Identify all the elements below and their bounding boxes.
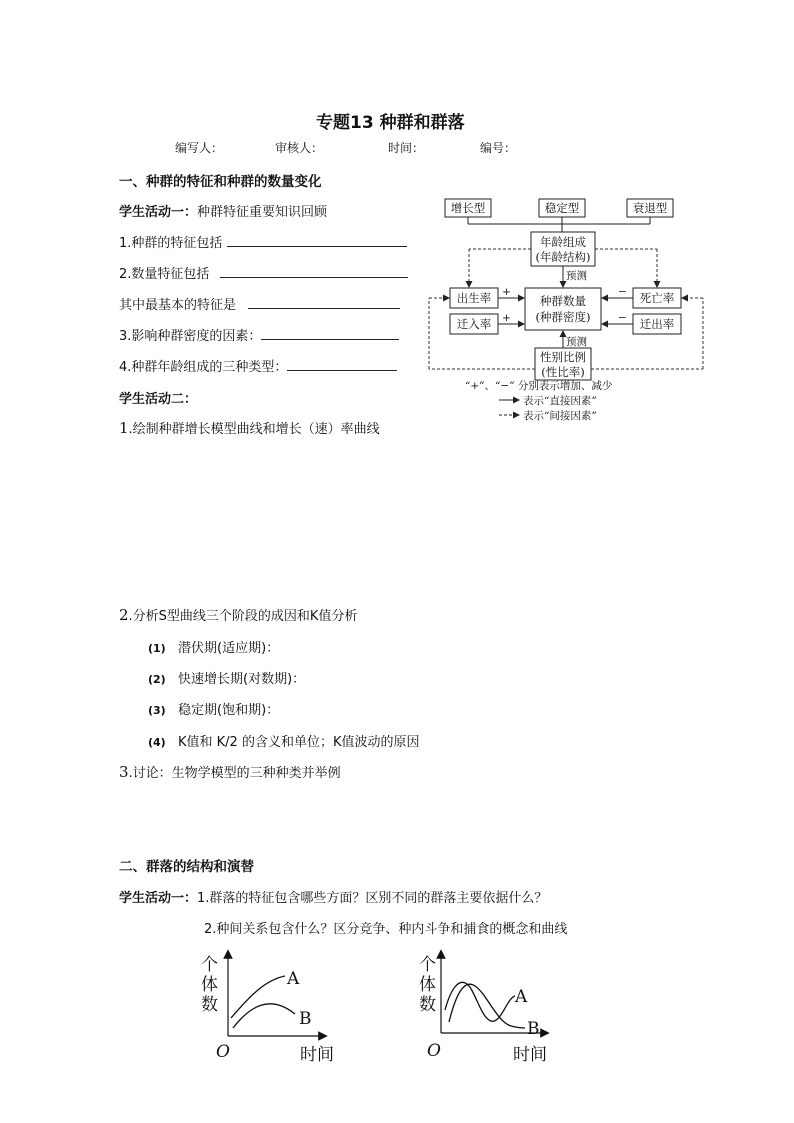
curve-a-label: A: [287, 969, 300, 989]
curve-b-label: B: [299, 1009, 312, 1029]
task-2-number: 2: [119, 606, 129, 624]
number-label: 编号：: [480, 141, 517, 155]
sub-item-1-number: (1): [148, 642, 166, 655]
curve-b-label-b: B: [527, 1019, 540, 1039]
sub-item-1: [148, 637, 279, 656]
question-1: [119, 232, 407, 251]
plus-sign-1: +: [502, 286, 511, 298]
y-label-char-1: 个: [201, 955, 218, 975]
question-2-text: 2.数量特征包括: [119, 267, 210, 282]
minus-sign-1: −: [618, 286, 627, 298]
sub-item-4-text: K值和 K/2 的含义和单位；K值波动的原因: [178, 735, 420, 750]
sub-item-2: [148, 668, 305, 687]
question-3: [119, 325, 399, 344]
origin-label-b: O: [427, 1041, 441, 1061]
page-title: 专题13 种群和群落: [316, 113, 465, 133]
task-3: [119, 762, 341, 781]
writer-label: 编写人：: [175, 141, 224, 155]
task-1-text: .绘制种群增长模型曲线和增长（速）率曲线: [128, 422, 380, 437]
question-4-text: 4.种群年龄组成的三种类型：: [119, 360, 288, 375]
sub-item-1-text: 潜伏期(适应期)：: [178, 641, 280, 656]
predict-top-label: 预测: [566, 270, 587, 282]
y-label-char-1-b: 个: [419, 955, 436, 975]
question-2b-text: 其中最基本的特征是: [119, 298, 237, 313]
y-label-char-3-b: 数: [419, 995, 436, 1015]
competition-graph: [195, 948, 345, 1068]
predation-graph: [415, 948, 565, 1068]
population-size-label-1: 种群数量: [540, 294, 586, 308]
legend-indirect: 表示“间接因素”: [523, 410, 597, 422]
section2-activity1: [119, 887, 547, 906]
question-3-text: 3.影响种群密度的因素：: [119, 329, 262, 344]
curve-a: [231, 976, 285, 1018]
activity1-text: 种群特征重要知识回顾: [197, 205, 328, 220]
question-2b: [119, 294, 400, 313]
type-growing-label: 增长型: [450, 201, 486, 215]
sub-item-4: [148, 731, 420, 750]
sub-item-3: [148, 699, 279, 718]
plus-sign-2: +: [502, 312, 511, 324]
legend-signs: “+”、“−” 分别表示增加、减少: [465, 380, 613, 392]
curve-b-predation: [449, 984, 525, 1028]
answer-blank-2b[interactable]: [248, 296, 400, 309]
curve-a-label-b: A: [515, 987, 528, 1007]
section2-heading: 二、群落的结构和演替: [119, 859, 254, 875]
immigration-rate-label: 迁入率: [456, 317, 492, 331]
sex-ratio-label-1: 性别比例: [540, 350, 586, 364]
x-axis-label-b: 时间: [513, 1045, 547, 1065]
age-structure-label-1: 年龄组成: [540, 235, 586, 249]
time-label: 时间：: [388, 141, 425, 155]
age-structure-label-2: (年龄结构): [535, 250, 591, 264]
sub-item-3-text: 稳定期(饱和期)：: [178, 703, 280, 718]
answer-blank-1[interactable]: [227, 234, 407, 247]
task-1: [119, 418, 380, 437]
question-1-text: 1.种群的特征包括: [119, 236, 223, 251]
minus-sign-2: −: [618, 312, 627, 324]
answer-blank-3[interactable]: [261, 327, 399, 340]
curve-b: [233, 1004, 295, 1028]
question-4: [119, 356, 397, 375]
task-1-number: 1: [119, 419, 129, 437]
task-3-text: .讨论：生物学模型的三种种类并举例: [128, 766, 341, 781]
task-2-text: .分析S型曲线三个阶段的成因和K值分析: [128, 609, 358, 624]
activity1-line: [119, 201, 327, 220]
predict-bottom-label: 预测: [566, 336, 587, 348]
type-declining-label: 衰退型: [632, 201, 668, 215]
y-label-char-2: 体: [201, 975, 218, 995]
sub-item-3-number: (3): [148, 704, 166, 717]
reviewer-label: 审核人：: [275, 141, 324, 155]
section1-heading: 一、种群的特征和种群的数量变化: [119, 174, 322, 190]
activity1-label: 学生活动一：: [119, 205, 198, 220]
section2-question-1: 1.群落的特征包含哪些方面？区别不同的群落主要依据什么？: [197, 891, 548, 906]
x-axis-label: 时间: [300, 1045, 334, 1065]
task-2: [119, 605, 357, 624]
death-rate-label: 死亡率: [639, 291, 675, 305]
emigration-rate-label: 迁出率: [639, 317, 675, 331]
answer-blank-2[interactable]: [220, 265, 408, 278]
sub-item-2-number: (2): [148, 673, 166, 686]
sex-ratio-label-2: (性比率): [541, 365, 585, 379]
type-stable-label: 稳定型: [544, 201, 580, 215]
section2-activity1-label: 学生活动一：: [119, 891, 198, 906]
population-characteristics-diagram: [425, 192, 715, 432]
question-2: [119, 263, 408, 282]
activity2-label: 学生活动二：: [119, 392, 198, 407]
population-size-label-2: (种群密度): [535, 310, 591, 324]
task-3-number: 3: [119, 763, 129, 781]
sub-item-4-number: (4): [148, 736, 166, 749]
origin-label: O: [216, 1042, 230, 1062]
legend-direct: 表示“直接因素”: [523, 395, 597, 407]
y-label-char-2-b: 体: [419, 975, 436, 995]
answer-blank-4[interactable]: [287, 358, 397, 371]
section2-question-2: 2.种间关系包含什么？区分竞争、种内斗争和捕食的概念和曲线: [204, 922, 568, 937]
sub-item-2-text: 快速增长期(对数期)：: [178, 672, 306, 687]
y-label-char-3: 数: [201, 995, 218, 1015]
birth-rate-label: 出生率: [456, 291, 492, 305]
